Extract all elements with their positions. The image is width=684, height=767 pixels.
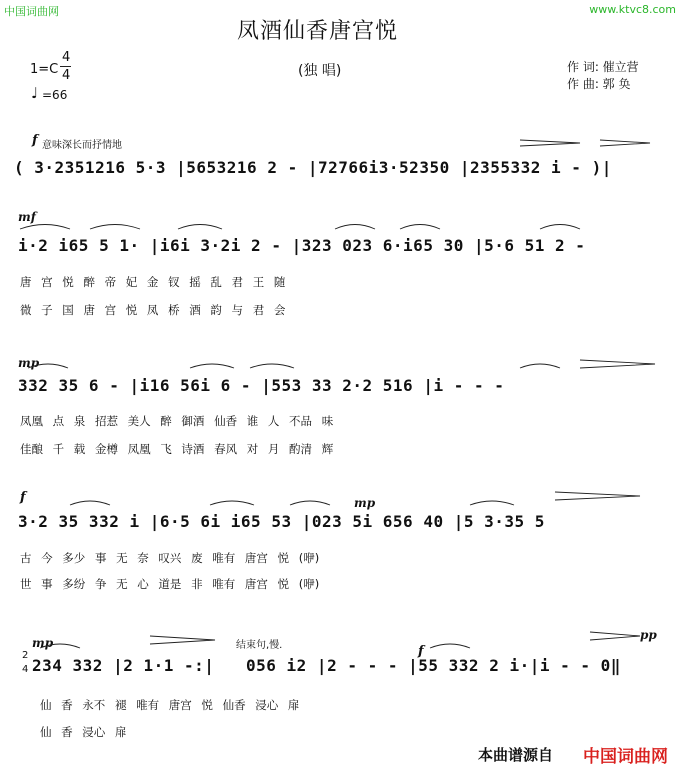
lyric-line: 凤凰 点 泉 招惹 美人 醉 御酒 仙香 谁 人 不品 味 [20,414,334,428]
time-signature-bottom: 4 [22,664,29,675]
dynamic-marking: f [32,133,38,148]
lyric-line: 仙 香 永不 褪 唯有 唐宫 悦 仙香 浸心 扉 [40,698,300,712]
source-site-link[interactable]: 中国词曲网 [583,747,668,767]
key-signature: 1=C [30,62,59,77]
crescendo-hairpin [520,140,580,146]
slur [70,501,110,505]
expression-direction: 结束句,慢. [236,640,283,651]
notation-row-1: ( 3·2351216 5·3 |5653216 2 - |72766i3·52350 |2355332 i - )| [14,158,612,177]
crescendo-hairpin [590,632,640,640]
performance-type: (独 唱) [298,63,342,79]
slur [400,225,440,230]
time-signature-top: 4 [62,50,71,65]
lyric-line: 佳酿 千 载 金樽 凤凰 飞 诗酒 春风 对 月 酌清 辉 [20,442,334,456]
crescendo-hairpin [580,360,655,368]
notation-row-3: 332 35 6 - |i16 56i 6 - |553 33 2·2 516 |i - - - [18,376,505,395]
slur [190,364,234,368]
notation-row-5b: 056 i2 |2 - - - |55 332 2 i·|i - - 0‖ [246,656,621,675]
slur [250,364,294,368]
expression-direction: 意味深长而抒情地 [42,140,122,151]
slur [540,225,580,230]
lyric-line: 古 今 多少 事 无 奈 叹兴 废 唯有 唐宫 悦 (咿) [20,551,320,565]
dynamic-marking: mp [354,496,376,510]
slur [90,225,140,230]
song-title: 凤酒仙香唐宫悦 [237,19,399,44]
source-label: 本曲谱源自 [478,746,554,764]
dynamic-marking: f [418,644,424,659]
notation-row-5a: 234 332 |2 1·1 -:| [32,656,215,675]
time-signature-bottom: 4 [62,68,71,83]
slur [335,225,375,230]
crescendo-hairpin [600,140,650,146]
composer-credit: 作 曲: 郭 奂 [567,77,631,91]
slur [210,501,254,505]
slur [28,364,68,368]
lyric-line: 世 事 多纷 争 无 心 道是 非 唯有 唐宫 悦 (咿) [20,577,320,591]
notation-row-4: 3·2 35 332 i |6·5 6i i65 53 |023 5i 656 40 |5 3·35 5 [18,512,545,531]
dynamic-marking: mf [18,210,36,224]
site-watermark-left[interactable]: 中国词曲网 [4,5,59,18]
quarter-note-icon: ♩ [31,84,39,102]
slur [40,644,80,648]
crescendo-hairpin [555,492,640,500]
slur [520,364,560,368]
lyricist-credit: 作 词: 催立营 [567,60,639,74]
dynamic-marking: mp [18,356,40,370]
tempo-marking: =66 [42,88,68,102]
slur [430,644,470,648]
dynamic-marking: pp [640,628,657,642]
slur [290,501,330,505]
site-url-watermark[interactable]: www.ktvc8.com [589,3,676,16]
slur [20,225,70,230]
notation-row-2: i·2 i65 5 1· |i6i 3·2i 2 - |323 023 6·i65 30 |5·6 51 2 - [18,236,586,255]
dynamic-marking: mp [32,636,54,650]
lyric-line: 仙 香 浸心 扉 [40,725,127,739]
lyric-line: 唐 宫 悦 醉 帝 妃 金 钗 摇 乱 君 王 随 [20,275,286,289]
dynamic-marking: f [20,490,26,505]
time-signature-top: 2 [22,650,29,661]
crescendo-hairpin [150,636,215,644]
slur [470,501,514,505]
slur [178,225,222,230]
lyric-line: 微 子 国 唐 宫 悦 凤 桥 酒 韵 与 君 会 [20,303,286,317]
